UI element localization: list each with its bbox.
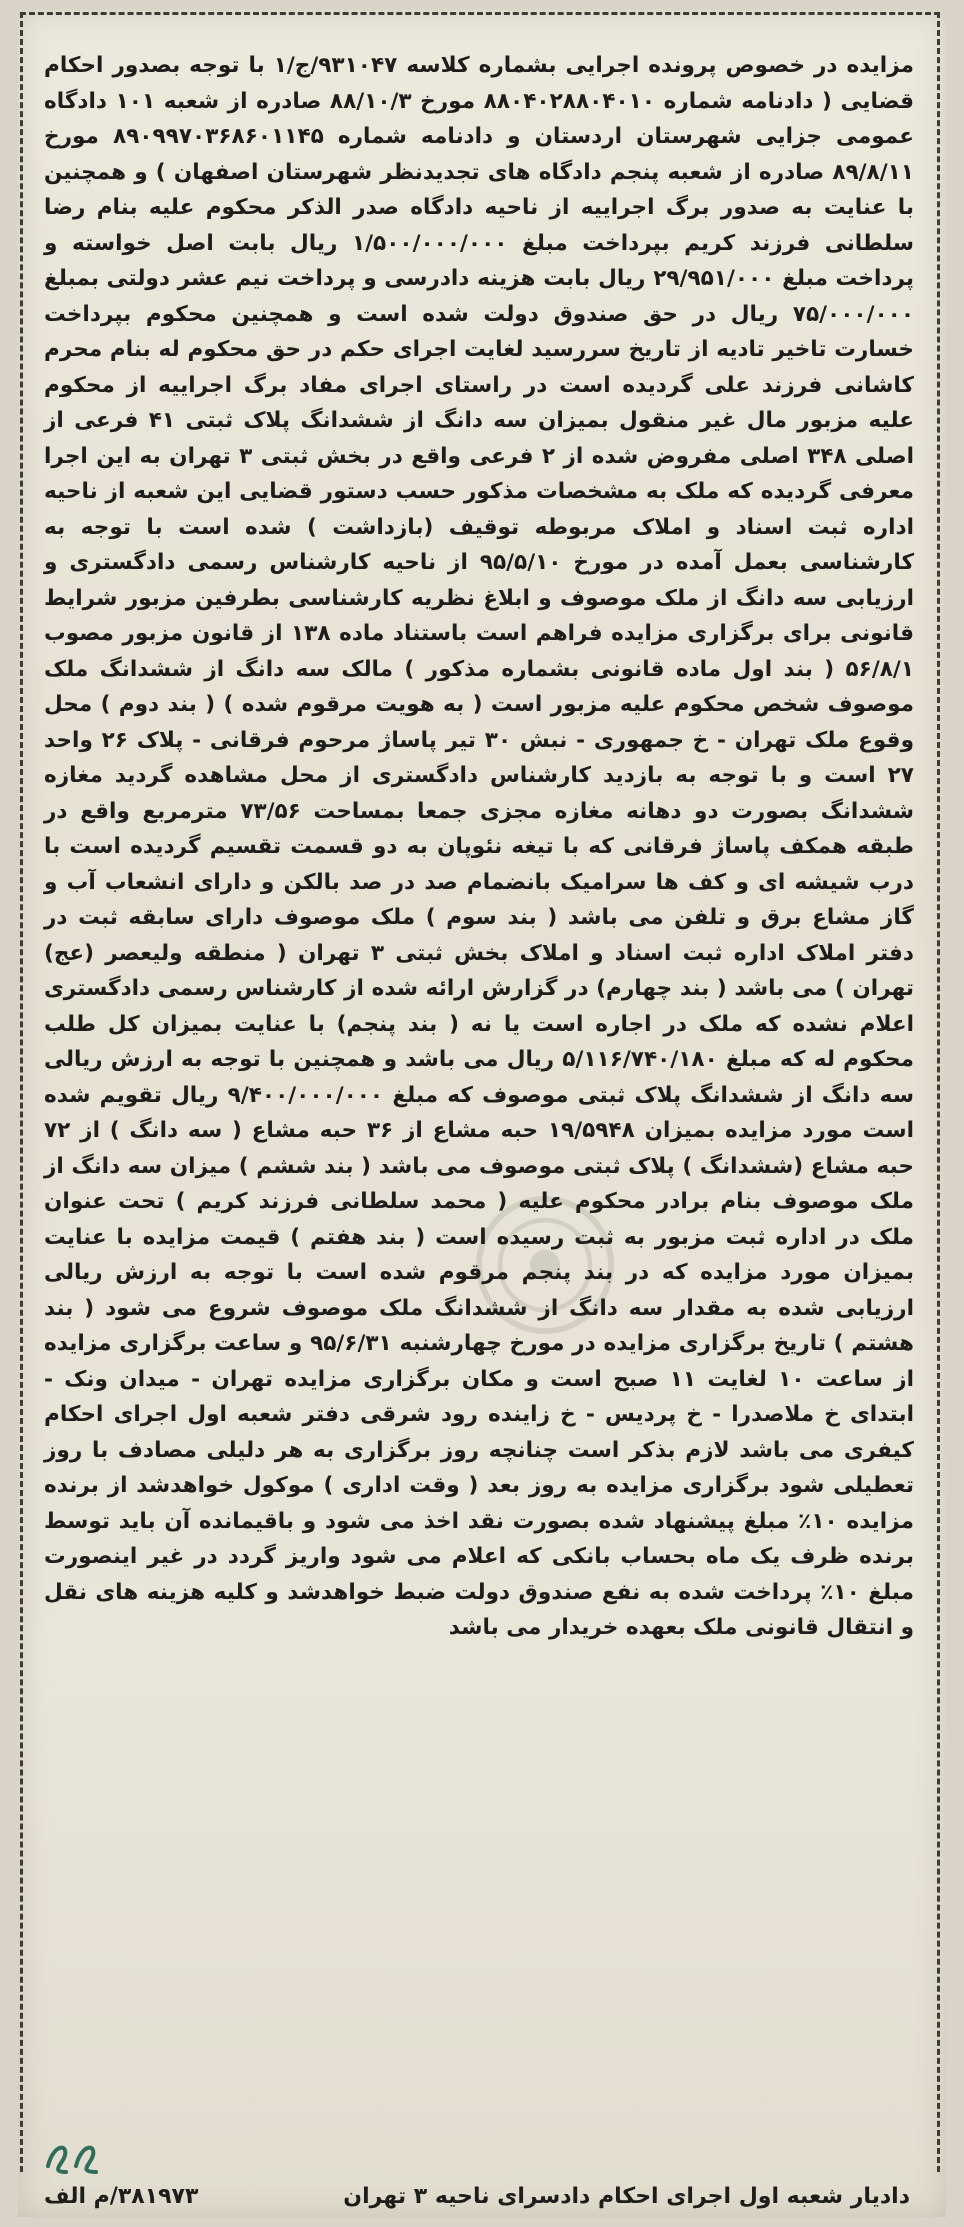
notice-footer [20,2176,940,2216]
notice-code: ۳۸۱۹۷۳/م الف [44,2183,199,2209]
notice-paragraph: مزایده در خصوص پرونده اجرایی بشماره کلاسه ۹۳۱۰۴۷/ج/۱ با توجه بصدور احکام قضایی ( دادنامه شماره ۸۸۰۴۰۲۸۸۰۴۰۱۰ مورخ ۸۸/۱۰/۳ صادره از شعبه ۱۰۱ دادگاه عمومی جزایی شهرستان اردستان و دادنامه شماره ۸۹۰۹۹۷۰۳۶۸۶۰۱۱۴۵ مورخ ۸۹/۸/۱۱ صادره از شعبه پنجم دادگاه های تجدیدنظر شهرستان اصفهان ) و همچنین با عنایت به صدور برگ اجراییه از ناحیه دادگاه صدر الذکر محکوم علیه بنام رضا سلطانی فرزند کریم بپرداخت مبلغ ۱/۵۰۰/۰۰۰/۰۰۰ ریال بابت اصل خواسته و پرداخت مبلغ ۲۹/۹۵۱/۰۰۰ ریال بابت هزینه دادرسی و پرداخت نیم عشر دولتی بمبلغ ۷۵/۰۰۰/۰۰۰ ریال در حق صندوق دولت شده است و همچنین محکوم بپرداخت خسارت تاخیر تادیه از تاریخ سررسید لغایت اجرای حکم در حق محکوم له بنام محرم کاشانی فرزند علی گردیده است در راستای اجرای مفاد برگ اجراییه از محکوم علیه مزبور مال غیر منقول بمیزان سه دانگ از ششدانگ پلاک ثبتی ۴۱ فرعی از اصلی ۳۴۸ اصلی مفروض شده از ۲ فرعی واقع در بخش ثبتی ۳ تهران به این اجرا معرفی گردیده که ملک به مشخصات مذکور حسب دستور قضایی این شعبه از ناحیه اداره ثبت اسناد و املاک مربوطه توقیف (بازداشت ) شده است با توجه به کارشناسی بعمل آمده در مورخ ۹۵/۵/۱۰ از ناحیه کارشناس رسمی دادگستری و ارزیابی سه دانگ از ملک موصوف و ابلاغ نظریه کارشناسی بطرفین مزبور شرایط قانونی برای برگزاری مزایده فراهم است باستناد ماده ۱۳۸ از قانون مزبور مصوب ۵۶/۸/۱ ( بند اول ماده قانونی بشماره مذکور ) مالک سه دانگ از ششدانگ ملک موصوف شخص محکوم علیه مزبور است ( به هویت مرقوم شده ) ( بند دوم ) محل وقوع ملک تهران - خ جمهوری - نبش ۳۰ تیر پاساژ مرحوم فرقانی - پلاک ۲۶ واحد ۲۷ است و با توجه به بازدید کارشناس دادگستری از محل مشاهده گردید مغازه ششدانگ بصورت دو دهانه مغازه مجزی جمعا بمساحت ۷۳/۵۶ مترمربع واقع در طبقه همکف پاساژ فرقانی که با تیغه نئوپان به دو قسمت تقسیم گردیده است با درب شیشه ای و کف ها سرامیک بانضمام صد در صد بالکن و دارای انشعاب آب و گاز مشاع برق و تلفن می باشد ( بند سوم ) ملک موصوف دارای سابقه ثبت در دفتر املاک اداره ثبت اسناد و املاک بخش ثبتی ۳ تهران ( منطقه ولیعصر (عج) تهران ) می باشد ( بند چهارم) در گزارش ارائه شده از کارشناس رسمی دادگستری اعلام نشده که ملک در اجاره است یا نه ( بند پنجم) با عنایت بمیزان کل طلب محکوم له که مبلغ ۵/۱۱۶/۷۴۰/۱۸۰ ریال می باشد و همچنین با توجه به ارزش ریالی سه دانگ از ششدانگ پلاک ثبتی موصوف که مبلغ ۹/۴۰۰/۰۰۰/۰۰۰ ریال تقویم شده است مورد مزایده بمیزان ۱۹/۵۹۴۸ حبه مشاع از ۳۶ حبه مشاع ( سه دانگ ) از ۷۲ حبه مشاع (ششدانگ ) پلاک ثبتی موصوف می باشد ( بند ششم ) میزان سه دانگ از ملک موصوف بنام برادر محکوم علیه ( محمد سلطانی فرزند کریم ) تحت عنوان ملک در اداره ثبت مزبور به ثبت رسیده است ( بند هفتم ) قیمت مزایده با عنایت بمیزان مورد مزایده که در بند پنجم مرقوم شده است با توجه به ارزش ریالی ارزیابی شده به مقدار سه دانگ از ششدانگ ملک موصوف شروع می شود ( بند هشتم ) تاریخ برگزاری مزایده در مورخ چهارشنبه ۹۵/۶/۳۱ و ساعت برگزاری مزایده از ساعت ۱۰ لغایت ۱۱ صبح است و مکان برگزاری مزایده تهران - میدان ونک - ابتدای خ ملاصدرا - خ پردیس - خ زاینده رود شرقی دفتر شعبه اول اجرای احکام کیفری می باشد لازم بذکر است چنانچه روز برگزاری به هر دلیلی مصادف با روز تعطیلی شود برگزاری مزایده به روز بعد ( وقت اداری ) موکول خواهدشد از برنده مزایده ۱۰٪ مبلغ پیشنهاد شده بصورت نقد اخذ می شود و باقیمانده آن باید توسط برنده ظرف یک ماه بحساب بانکی که اعلام می شود واریز گردد در غیر اینصورت مبلغ ۱۰٪ پرداخت شده به نفع صندوق دولت ضبط خواهدشد و کلیه هزینه های نقل و انتقال قانونی ملک بعهده خریدار می باشد [44,53,915,1640]
issuer-signature: دادیار شعبه اول اجرای احکام دادسرای ناحیه ۳ تهران [343,2183,910,2209]
handwritten-number-mark [40,2132,110,2182]
auction-notice-body [44,48,914,1646]
